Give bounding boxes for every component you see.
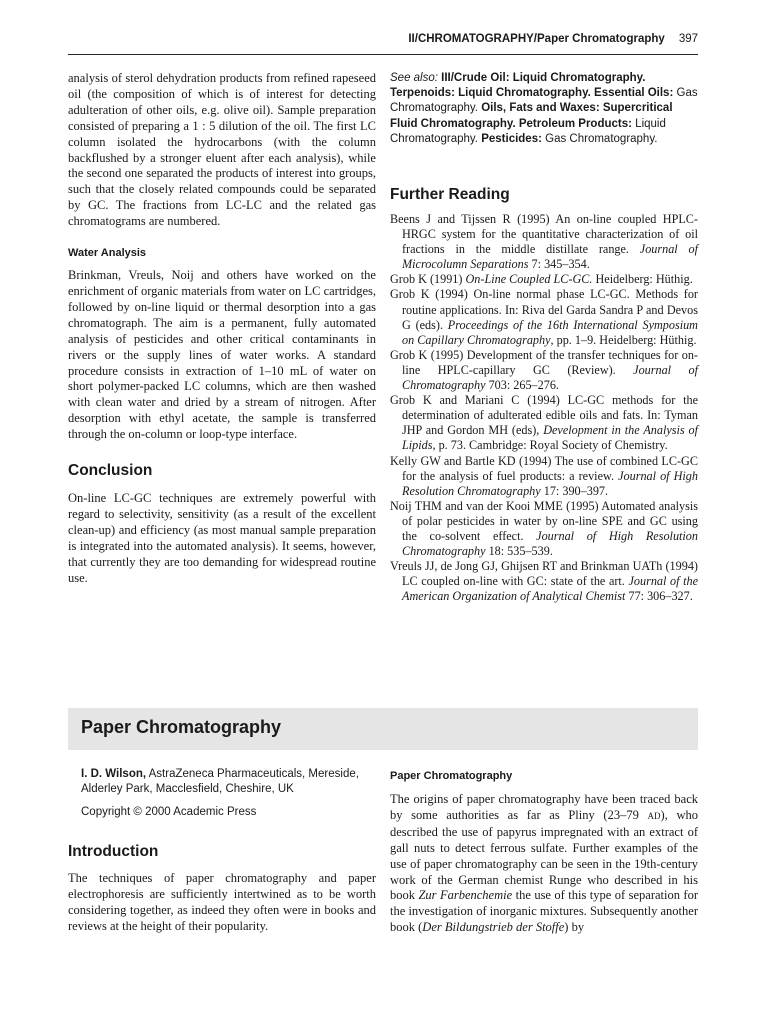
reference-text: 7: 345–354. [528,257,590,272]
reference-text: Beens J and Tijssen R (1995) An on-line coupled HPLC-HRGC system for the quantitative characterization of oil fractions in the middle distillate range. [390,212,698,257]
reference-text: 703: 265–276. [485,378,559,393]
copyright-symbol: © [133,806,142,818]
book-title: Zur Farbenchemie [418,888,513,903]
introduction-heading: Introduction [68,843,159,860]
see-also-plain: Liquid Chromatography. [390,117,666,145]
copyright-label: Copyright [81,806,131,818]
reference-source: Development in the Analysis of Lipids [402,423,698,453]
see-also-label: See also: [390,72,438,84]
see-also-plain: Gas Chromatography. [545,132,658,145]
further-reading-heading: Further Reading [390,186,510,204]
article-title-banner [68,708,698,750]
see-also-block [390,71,698,147]
reference-text: 17: 390–397. [540,483,609,498]
reference-item [390,287,698,347]
see-also-plain: Gas Chromatography. [390,87,698,115]
reference-text: Grob K and Mariani C (1994) LC-GC methods for the determination of adulterated edible oils and fats. In: Tyman JHP and Gordon MH (eds), [390,393,698,438]
reference-text: 77: 306–327. [625,589,693,604]
running-title-separator: / [414,33,418,45]
reference-item [390,348,698,393]
see-also-bold: Oils, Fats and Waxes: Supercritical Fluid Chromatography. [390,102,673,130]
article-title: Paper Chromatography [81,717,282,737]
left-column-bottom [68,767,376,935]
paragraph-segment: ) by [564,920,585,935]
running-title-section: II [408,33,415,45]
right-column-bottom [390,770,698,936]
see-also-bold: Pesticides: [481,132,542,145]
reference-source: On-Line Coupled LC-GC. [465,272,593,287]
right-column-top [390,71,698,604]
reference-item [390,454,698,499]
continued-paragraph: analysis of sterol dehydration products from refined rapeseed oil (the composition of which is of interest for detecting adulteration of other oils, e.g. olive oil). Sample preparation consisted of preparing a 1 : 5 dilution of the oil. The first LC column isolated the hydrocarbons (with the column backflushed by a stronger eluent after each analysis), while the second one separated the products of interest into groups, such that the closely related compounds could be separated by GC. The fractions from LC-LC and the related gas chromatograms are numbered. [68,71,376,229]
reference-text: , pp. 1–9. Heidelberg: Hüthig. [550,332,697,347]
reference-source: Journal of the American Organization of Analytical Chemist [402,574,698,604]
see-also-bold: Petroleum Products: [518,117,632,130]
paragraph-segment: ), who described the use of papyrus impregnated with an extract of gall nuts to detect ferrous sulfate. Further examples of the use of paper chromatography can be seen in the 19th-century work of the German chemist Runge who described in his book [390,807,698,903]
see-also-bold: Terpenoids: Liquid Chromatography. [390,87,591,100]
see-also-bold: III/Crude Oil: Liquid Chromatography. [441,72,646,84]
reference-text: Grob K (1991) [390,272,466,287]
reference-source: Journal of Chromatography [402,362,698,393]
page-number: 397 [678,33,698,45]
running-title-topic: CHROMATOGRAPHY [417,33,534,45]
reference-item [390,393,698,453]
water-analysis-paragraph: Brinkman, Vreuls, Noij and others have worked on the enrichment of organic materials from water on LC cartridges, followed by on-line liquid or thermal desorption into a gas chromatograph. The aim is a permanent, fully automated analysis of pesticides and other critical contaminants in rivers or the supply lines of water works. A standard procedure consists in extraction of 1–10 mL of water on short polymer-packed LC columns, which are then washed with clean water and dried by a stream of nitrogen. After desorption with ethyl acetate, the sample is transferred through the on-column or loop-type interface. [68,268,376,442]
copyright-text: 2000 Academic Press [145,806,257,818]
paper-chromatography-paragraph [390,792,698,936]
reference-item [390,272,698,287]
reference-text: Kelly GW and Bartle KD (1994) The use of combined LC-GC for the analysis of fuel products: a review. [390,453,698,483]
conclusion-heading: Conclusion [68,462,153,480]
water-analysis-heading: Water Analysis [68,247,147,260]
running-title-separator: / [533,33,537,45]
reference-text: Noij THM and van der Kooi MME (1995) Automated analysis of polar pesticides in water by on-line SPE and GC using the co-solvent effect. [390,498,698,543]
copyright-line [68,805,376,820]
running-header [68,33,698,55]
reference-source: Journal of Microcolumn Separations [402,242,698,272]
running-title-article: Paper Chromatography [537,33,665,45]
reference-text: Heidelberg: Hüthig. [592,272,693,287]
book-title: Der Bildungstrieb der Stoffe [422,920,565,935]
reference-item [390,559,698,604]
introduction-paragraph: The techniques of paper chromatography and paper electrophoresis are sufficiently intertwined as to be worth considering together, as indeed they often were in books and reviews at the height of their popularity. [68,871,376,933]
left-column-top [68,71,376,586]
author-name: I. D. Wilson, [81,768,147,780]
era-abbreviation: AD [647,810,661,821]
paper-chromatography-subheading: Paper Chromatography [390,770,513,782]
reference-text: Grob K (1995) Development of the transfer techniques for on-line HPLC-capillary GC (Review). [390,347,698,377]
paragraph-segment: the use of this type of separation for the investigation of inorganic mixtures. Subsequently another book ( [390,888,698,935]
reference-item [390,212,698,272]
author-affiliation: AstraZeneca Pharmaceuticals, Mereside, Alderley Park, Macclesfield, Cheshire, UK [81,768,359,795]
conclusion-paragraph: On-line LC-GC techniques are extremely powerful with regard to selectivity, sensitivity (as a result of the excellent clean-up) and efficiency (as most manual sample preparation is integrated into the automated analysis). It seems, however, that currently they are too demanding for widespread routine use. [68,491,376,585]
reference-list [390,212,698,604]
reference-text: Vreuls JJ, de Jong GJ, Ghijsen RT and Brinkman UATh (1994) LC coupled on-line with GC: state of the art. [390,559,698,589]
reference-text: , p. 73. Cambridge: Royal Society of Chemistry. [432,438,668,453]
reference-source: Journal of High Resolution Chromatography [402,528,698,559]
reference-source: Journal of High Resolution Chromatography [402,468,698,498]
reference-text: Grob K (1994) On-line normal phase LC-GC. Methods for routine applications. In: Riva del Garda Sandra P and Devos G (eds). [390,287,698,332]
author-block [68,767,376,797]
reference-text: 18: 535–539. [485,544,553,559]
paragraph-segment: The origins of paper chromatography have been traced back by some authorities as far as Pliny (23–79 [390,792,698,822]
reference-item [390,499,698,559]
see-also-bold: Essential Oils: [594,87,674,100]
reference-source: Proceedings of the 16th International Symposium on Capillary Chromatography [402,317,698,347]
